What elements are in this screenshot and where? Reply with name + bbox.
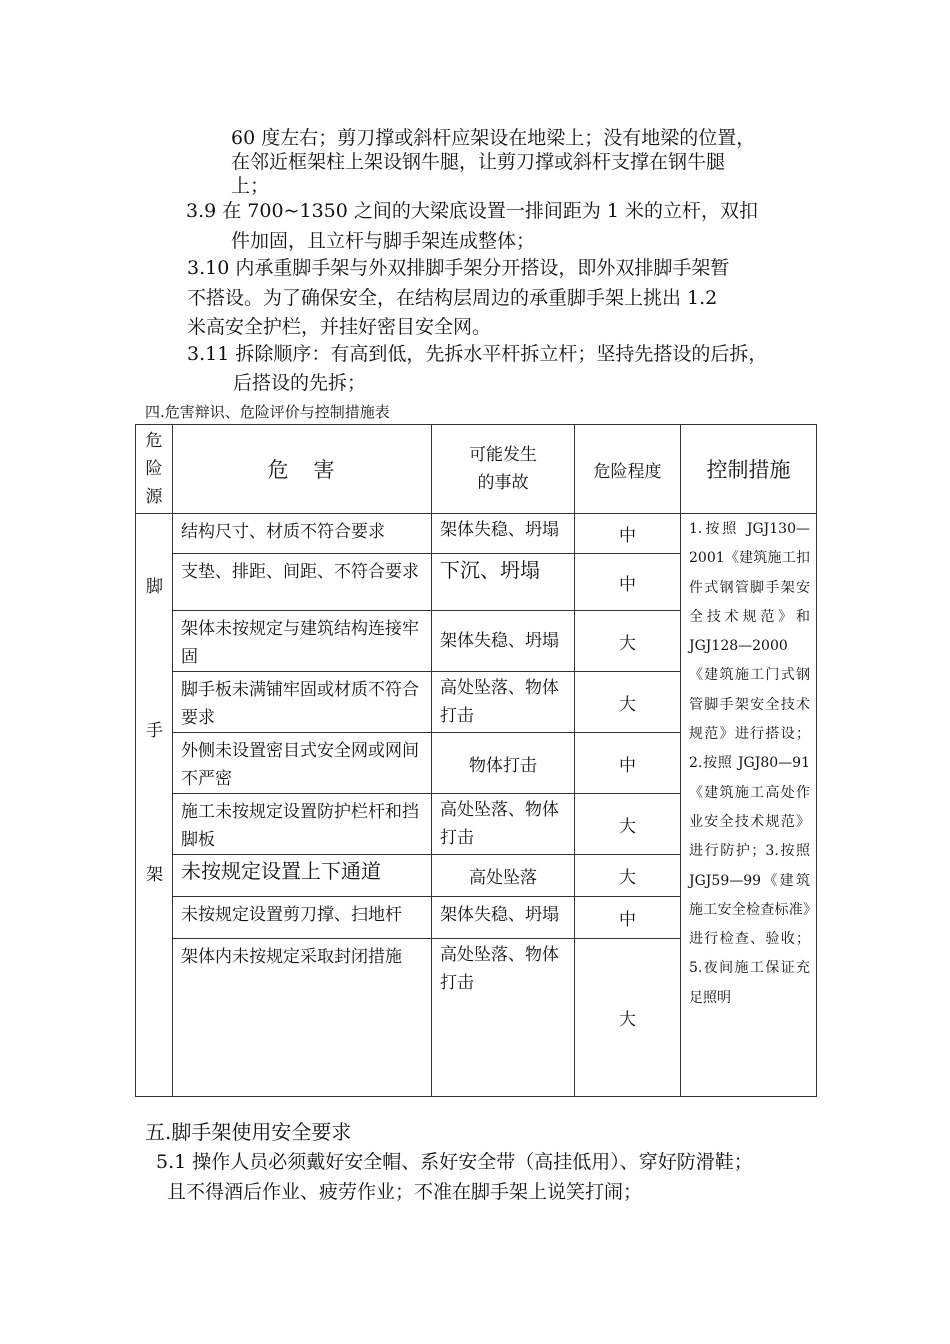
accident-cell: 高处坠落、物体打击 [432, 794, 575, 855]
header-hazard: 危 害 [173, 425, 432, 514]
source-char: 脚 [146, 577, 163, 597]
paragraph-line: 上； [231, 175, 270, 197]
accident-cell: 下沉、坍塌 [432, 554, 575, 611]
accident-cell: 高处坠落、物体打击 [432, 939, 575, 1097]
level-cell: 大 [575, 855, 681, 897]
table-header-row [136, 425, 817, 514]
level-cell: 大 [575, 794, 681, 855]
hazard-cell: 未按规定设置剪刀撑、扫地杆 [173, 897, 432, 939]
hazard-cell: 施工未按规定设置防护栏杆和挡脚板 [173, 794, 432, 855]
level-cell: 大 [575, 939, 681, 1097]
accident-cell: 架体失稳、坍塌 [432, 514, 575, 554]
level-cell: 中 [575, 897, 681, 939]
accident-cell: 架体失稳、坍塌 [432, 611, 575, 672]
accident-cell: 物体打击 [432, 733, 575, 794]
paragraph-line: 在邻近框架柱上架设钢牛腿，让剪刀撑或斜杆支撑在钢牛腿 [231, 151, 726, 173]
header-measures: 控制措施 [681, 425, 817, 514]
source-char: 架 [146, 865, 163, 885]
paragraph-line: 3.10 内承重脚手架与外双排脚手架分开搭设，即外双排脚手架暂 [187, 257, 730, 279]
header-hazard-source: 危 险 源 [136, 425, 173, 514]
paragraph-line: 3.11 拆除顺序：有高到低，先拆水平杆拆立杆；坚持先搭设的后拆， [187, 343, 768, 365]
paragraph-line: 后搭设的先拆； [233, 372, 367, 394]
hazard-source-cell [136, 514, 173, 1097]
hazard-cell: 支垫、排距、间距、不符合要求 [173, 554, 432, 611]
level-cell: 大 [575, 611, 681, 672]
paragraph-line: 不搭设。为了确保安全，在结构层周边的承重脚手架上挑出 1.2 [187, 287, 718, 309]
hazard-table [135, 424, 817, 1097]
table-row [136, 514, 817, 554]
hazard-cell: 结构尺寸、材质不符合要求 [173, 514, 432, 554]
hazard-cell: 外侧未设置密目式安全网或网间不严密 [173, 733, 432, 794]
header-level: 危险程度 [575, 425, 681, 514]
paragraph-line: 3.9 在 700~1350 之间的大梁底设置一排间距为 1 米的立杆，双扣 [186, 200, 759, 222]
paragraph-line: 60 度左右；剪刀撑或斜杆应架设在地梁上；没有地梁的位置， [231, 127, 756, 149]
accident-cell: 高处坠落、物体打击 [432, 672, 575, 733]
hazard-cell: 未按规定设置上下通道 [173, 855, 432, 897]
accident-cell: 高处坠落 [432, 855, 575, 897]
hazard-cell: 脚手板未满铺牢固或材质不符合要求 [173, 672, 432, 733]
table-caption: 四.危害辩识、危险评价与控制措施表 [145, 403, 390, 421]
accident-cell: 架体失稳、坍塌 [432, 897, 575, 939]
hazard-cell: 架体未按规定与建筑结构连接牢固 [173, 611, 432, 672]
paragraph-line: 且不得酒后作业、疲劳作业；不准在脚手架上说笑打闹； [167, 1181, 643, 1203]
paragraph-line: 5.1 操作人员必须戴好安全帽、系好安全带（高挂低用）、穿好防滑鞋； [156, 1151, 753, 1173]
paragraph-line: 件加固，且立杆与脚手架连成整体； [231, 230, 536, 252]
control-measures-cell: 1.按照 JGJ130—2001《建筑施工扣件式钢管脚手架安全技术规范》和 JGJ128—2000《建筑施工门式钢管脚手架安全技术规范》进行搭设；2.按照 JGJ80—91《建筑施工高处作业安全技术规范》进行防护；3.按照 JGJ59—99《建筑施工安全检查标准》进行检查、验收；5.夜间施工保证充足照明 [681, 514, 817, 1097]
header-accident: 可能发生 的事故 [432, 425, 575, 514]
level-cell: 大 [575, 672, 681, 733]
paragraph-line: 米高安全护栏，并挂好密目安全网。 [187, 316, 492, 338]
level-cell: 中 [575, 514, 681, 554]
hazard-cell: 架体内未按规定采取封闭措施 [173, 939, 432, 1097]
level-cell: 中 [575, 733, 681, 794]
source-char: 手 [146, 721, 163, 741]
section-title: 五.脚手架使用安全要求 [145, 1120, 352, 1144]
level-cell: 中 [575, 554, 681, 611]
